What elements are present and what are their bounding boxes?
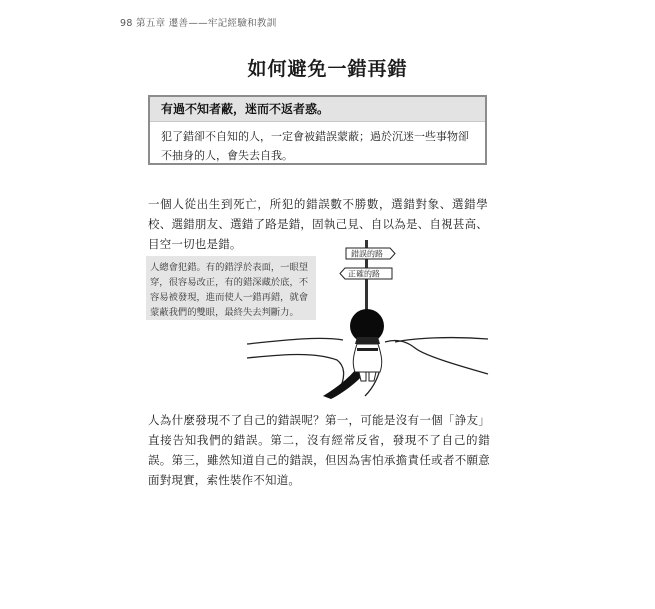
running-head: 98 第五章 遷善——牢記經驗和教訓 [120, 18, 277, 29]
body-paragraph-2: 人為什麼發現不了自己的錯誤呢？第一，可能是沒有一個「諍友」直接告知我們的錯誤。第二，沒有經常反省，發現不了自己的錯誤。第三，雖然知道自己的錯誤，但因為害怕承擔責任或者不願意面對現實，索性裝作不知道。 [148, 413, 490, 487]
quote-callout [148, 95, 487, 165]
callout-heading: 有過不知者蔽，迷而不返者惑。 [150, 97, 485, 122]
sign-right-way [340, 268, 392, 279]
side-note: 人總會犯錯。有的錯浮於表面，一眼望穿，很容易改正，有的錯深藏於底，不容易被發現，進而使人一錯再錯，就會蒙蔽我們的雙眼，最終失去判斷力。 [146, 256, 316, 320]
sign-wrong-way [346, 248, 395, 259]
crossroads-illustration [245, 236, 490, 401]
character-figure [350, 309, 384, 381]
sign-right-way-label: 正確的路 [348, 269, 380, 279]
page-title: 如何避免一錯再錯 [247, 58, 408, 80]
callout-body: 犯了錯卻不自知的人，一定會被錯誤蒙蔽；過於沉迷一些事物卻不抽身的人，會失去自我。 [161, 130, 469, 162]
sign-wrong-way-label: 錯誤的路 [351, 249, 383, 259]
body-paragraph-1: 一個人從出生到死亡，所犯的錯誤數不勝數，選錯對象、選錯學校、選錯朋友、選錯了路是錯，固執己見、自以為是、自視甚高、目空一切也是錯。 [148, 197, 488, 251]
